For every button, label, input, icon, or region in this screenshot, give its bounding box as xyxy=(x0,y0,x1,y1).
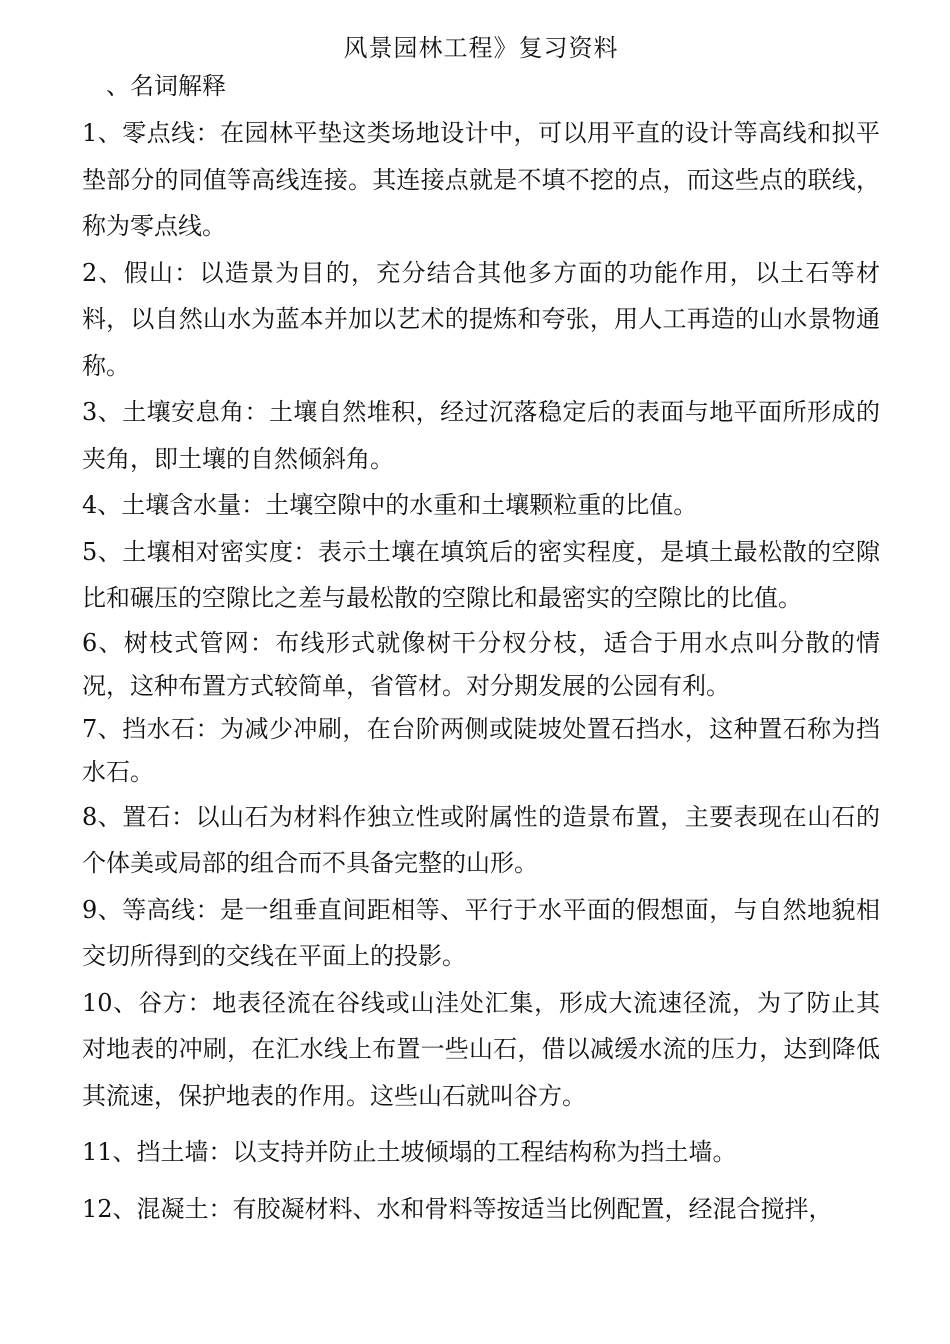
definition-entry-11: 11、挡土墙：以支持并防止土坡倾塌的工程结构称为挡土墙。 xyxy=(82,1138,737,1166)
definition-entry-10: 10、谷方：地表径流在谷线或山洼处汇集，形成大流速径流，为了防止其对地表的冲刷，在汇水线上布置一些山石，借以减缓水流的压力，达到降低其流速，保护地表的作用。这些山石就叫谷方。 xyxy=(82,988,880,1110)
definition-entry-8: 8、置石：以山石为材料作独立性或附属性的造景布置，主要表现在山石的个体美或局部的组合而不具备完整的山形。 xyxy=(82,802,880,877)
definition-entry-2: 2、假山：以造景为目的，充分结合其他多方面的功能作用，以土石等材料，以自然山水为蓝本并加以艺术的提炼和夸张，用人工再造的山水景物通称。 xyxy=(82,258,880,380)
section-heading: 、名词解释 xyxy=(106,72,226,100)
document-title: 风景园林工程》复习资料 xyxy=(343,34,619,62)
definition-entry-5: 5、土壤相对密实度：表示土壤在填筑后的密实程度，是填土最松散的空隙比和碾压的空隙比之差与最松散的空隙比和最密实的空隙比的比值。 xyxy=(82,537,880,612)
definition-entry-7: 7、挡水石：为减少冲刷，在台阶两侧或陡坡处置石挡水，这种置石称为挡水石。 xyxy=(82,714,880,786)
definition-entry-1: 1、零点线：在园林平垫这类场地设计中，可以用平直的设计等高线和拟平垫部分的同值等高线连接。其连接点就是不填不挖的点，而这些点的联线，称为零点线。 xyxy=(82,119,880,240)
definition-entry-12: 12、混凝土：有胶凝材料、水和骨料等按适当比例配置，经混合搅拌， xyxy=(82,1194,833,1223)
definition-entry-9: 9、等高线：是一组垂直间距相等、平行于水平面的假想面，与自然地貌相交切所得到的交线在平面上的投影。 xyxy=(82,895,880,970)
definition-entry-4: 4、土壤含水量：土壤空隙中的水重和土壤颗粒重的比值。 xyxy=(82,491,698,519)
definition-entry-6: 6、树枝式管网：布线形式就像树干分杈分枝，适合于用水点叫分散的情况，这种布置方式较简单，省管材。对分期发展的公园有利。 xyxy=(82,628,880,700)
definition-entry-3: 3、土壤安息角：土壤自然堆积，经过沉落稳定后的表面与地平面所形成的夹角，即土壤的自然倾斜角。 xyxy=(82,398,880,473)
